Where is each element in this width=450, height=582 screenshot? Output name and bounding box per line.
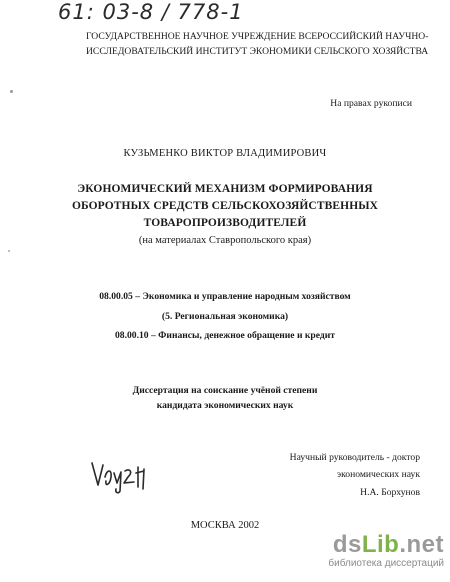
title-line-3: ТОВАРОПРОИЗВОДИТЕЛЕЙ: [143, 217, 307, 229]
author-name: КУЗЬМЕНКО ВИКТОР ВЛАДИМИРОВИЧ: [123, 148, 327, 159]
title-line-2: ОБОРОТНЫХ СРЕДСТВ СЕЛЬСКОХОЗЯЙСТВЕННЫХ: [71, 200, 379, 212]
signature-icon: [88, 455, 158, 495]
watermark-logo[interactable]: [294, 532, 444, 578]
supervisor-line-1: Научный руководитель - доктор: [289, 452, 420, 463]
rights-note: На правах рукописи: [330, 98, 412, 109]
scan-mark: [8, 250, 10, 252]
brand-part-lib: Lib: [361, 531, 400, 558]
supervisor-line-2: экономических наук: [337, 469, 420, 480]
archive-code-handwritten: 61: 03-8 / 778-1: [58, 0, 244, 24]
organization-line-1: ГОСУДАРСТВЕННОЕ НАУЧНОЕ УЧРЕЖДЕНИЕ ВСЕРОССИЙСКИЙ НАУЧНО-: [86, 31, 429, 42]
title-subtitle: (на материалах Ставропольского края): [138, 235, 312, 246]
title-line-1: ЭКОНОМИЧЕСКИЙ МЕХАНИЗМ ФОРМИРОВАНИЯ: [77, 183, 373, 195]
specialty-line-1: 08.00.05 – Экономика и управление народным хозяйством: [99, 291, 351, 302]
scan-mark: [10, 90, 13, 93]
watermark-tagline: библиотека диссертаций: [328, 558, 444, 569]
watermark-brand: [333, 532, 444, 558]
specialty-line-3: 08.00.10 – Финансы, денежное обращение и кредит: [115, 330, 335, 341]
supervisor-name: Н.А. Борхунов: [360, 487, 420, 498]
brand-part-ds: ds: [332, 531, 362, 558]
organization-line-2: ИССЛЕДОВАТЕЛЬСКИЙ ИНСТИТУТ ЭКОНОМИКИ СЕЛЬСКОГО ХОЗЯЙСТВА: [86, 46, 429, 57]
degree-line-1: Диссертация на соискание учёной степени: [132, 385, 318, 396]
city-year: МОСКВА 2002: [190, 520, 260, 531]
brand-part-net: .net: [399, 531, 444, 558]
degree-line-2: кандидата экономических наук: [156, 400, 294, 411]
specialty-line-2: (5. Региональная экономика): [161, 311, 289, 322]
